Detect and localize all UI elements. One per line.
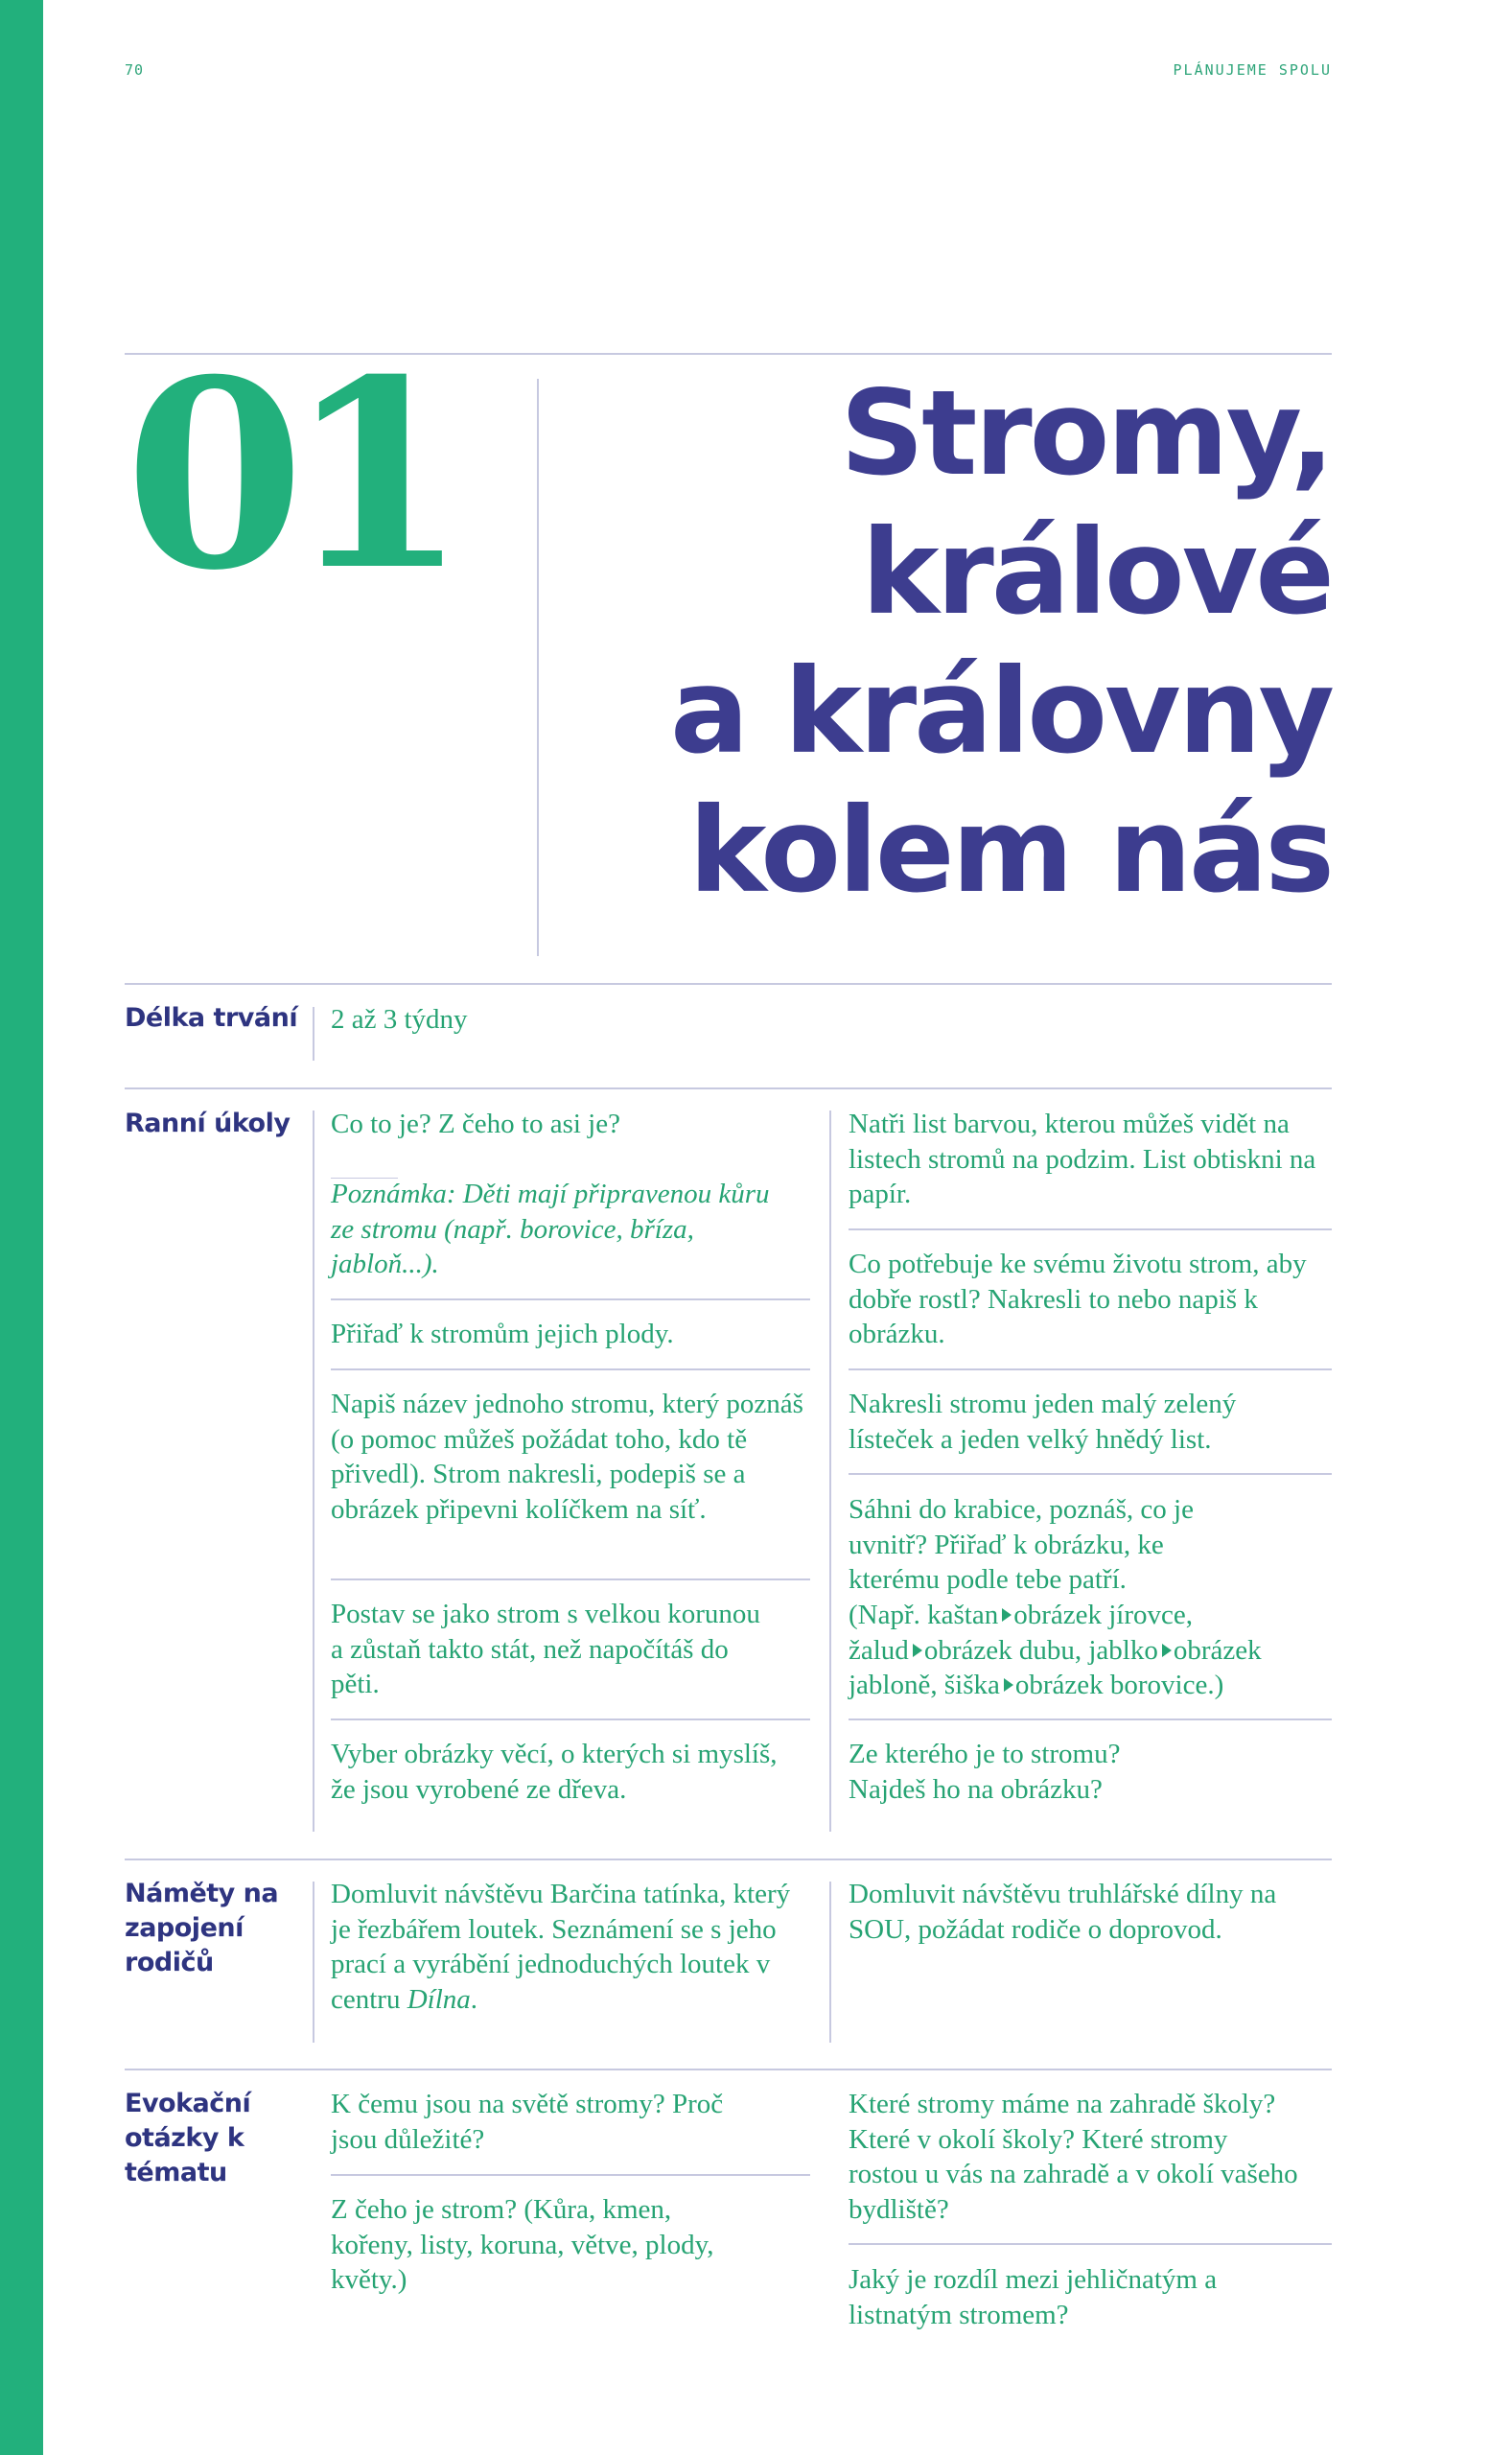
item-rule bbox=[849, 1368, 1332, 1370]
pair-line: žalud obrázek dubu, jablko obrázek bbox=[849, 1634, 1262, 1666]
arrow-right-icon bbox=[1004, 1678, 1013, 1692]
chapter-title bbox=[565, 364, 1332, 921]
task-item: Sáhni do krabice, poznáš, co je uvnitř? Přiřaď k obrázku, ke kterému podle tebe patří. bbox=[849, 1494, 1194, 1595]
duration-divider bbox=[313, 1007, 314, 1061]
item-rule bbox=[849, 1228, 1332, 1230]
question-item: Které stromy máme na zahradě školy? Které v okolí školy? Které stromy rostou u vás na zahradě a v okolí vašeho bydliště? bbox=[849, 2089, 1298, 2225]
task-item: Vyber obrázky věcí, o kterých si myslíš, že jsou vyrobené ze dřeva. bbox=[331, 1739, 778, 1805]
question-item: Z čeho je strom? (Kůra, kmen, kořeny, listy, koruna, větve, plody, květy.) bbox=[331, 2194, 714, 2295]
task-item: Přiřaď k stromům jejich plody. bbox=[331, 1319, 674, 1349]
task-item-pairs bbox=[849, 1598, 1347, 1703]
task-item: Ze kterého je to stromu? Najdeš ho na obrázku? bbox=[849, 1739, 1121, 1805]
title-line-2: králové bbox=[861, 504, 1332, 641]
morning-label: Ranní úkoly bbox=[125, 1109, 291, 1138]
column-divider bbox=[829, 1111, 831, 1832]
section-rule bbox=[125, 983, 1332, 985]
item-rule bbox=[849, 2243, 1332, 2245]
parents-right-text: Domluvit návštěvu truhlářské dílny na SOU, požádat rodiče o doprovod. bbox=[849, 1879, 1277, 1945]
arrow-right-icon bbox=[1002, 1608, 1012, 1622]
parents-label: Náměty na zapojení rodičů bbox=[125, 1879, 279, 1977]
task-item: Postav se jako strom s velkou korunou a zůstaň takto stát, než napočítáš do pěti. bbox=[331, 1599, 760, 1699]
section-rule bbox=[125, 2069, 1332, 2070]
green-sidebar bbox=[0, 0, 43, 2455]
item-rule bbox=[331, 2174, 810, 2176]
duration-label: Délka trvání bbox=[125, 1003, 298, 1033]
task-note: Poznámka: Děti mají připravenou kůru ze stromu (např. borovice, bříza, jabloň...). bbox=[331, 1179, 770, 1279]
arrow-right-icon bbox=[913, 1644, 922, 1657]
question-item: K čemu jsou na světě stromy? Proč jsou důležité? bbox=[331, 2089, 724, 2155]
column-divider bbox=[313, 1882, 314, 2043]
question-item: Jaký je rozdíl mezi jehličnatým a listnatým stromem? bbox=[849, 2264, 1218, 2330]
title-divider bbox=[537, 379, 539, 956]
chapter-number: 01 bbox=[125, 322, 451, 627]
column-divider bbox=[313, 1111, 314, 1832]
task-item: Co to je? Z čeho to asi je? bbox=[331, 1109, 620, 1139]
item-rule bbox=[331, 1298, 810, 1300]
pair-line: jabloně, šiška obrázek borovice.) bbox=[849, 1670, 1224, 1700]
arrow-right-icon bbox=[1162, 1644, 1172, 1657]
section-rule bbox=[125, 1087, 1332, 1089]
pair-line: (Např. kaštan obrázek jírovce, bbox=[849, 1600, 1194, 1630]
task-item: Napiš název jednoho stromu, který poznáš (o pomoc můžeš požádat toho, kdo tě přivedl). Strom nakresli, podepiš se a obrázek připevni kolíčkem na síť. bbox=[331, 1389, 803, 1525]
item-rule bbox=[849, 1473, 1332, 1475]
parents-left-text: Domluvit návštěvu Barčina tatínka, který je řezbářem loutek. Seznámení se s jeho prací a vyrábění jednoduchých loutek v centru Dílna. bbox=[331, 1879, 791, 2015]
title-line-3: a královny bbox=[670, 643, 1332, 780]
title-line-1: Stromy, bbox=[840, 365, 1332, 502]
item-rule bbox=[331, 1368, 810, 1370]
task-item: Natři list barvou, kterou můžeš vidět na listech stromů na podzim. List obtiskni na papír. bbox=[849, 1109, 1316, 1209]
duration-value: 2 až 3 týdny bbox=[331, 1004, 468, 1035]
item-rule bbox=[331, 1718, 810, 1720]
item-rule bbox=[331, 1578, 810, 1580]
title-line-4: kolem nás bbox=[688, 783, 1332, 919]
item-rule bbox=[849, 1718, 1332, 1720]
task-item: Co potřebuje ke svému životu strom, aby dobře rostl? Nakresli to nebo napiš k obrázku. bbox=[849, 1249, 1307, 1349]
questions-label: Evokační otázky k tématu bbox=[125, 2089, 251, 2187]
page-number: 70 bbox=[125, 61, 145, 79]
running-head: PLÁNUJEME SPOLU bbox=[1173, 61, 1332, 79]
task-item: Nakresli stromu jeden malý zelený lísteček a jeden velký hnědý list. bbox=[849, 1389, 1237, 1455]
column-divider bbox=[829, 1882, 831, 2043]
section-rule bbox=[125, 1859, 1332, 1860]
